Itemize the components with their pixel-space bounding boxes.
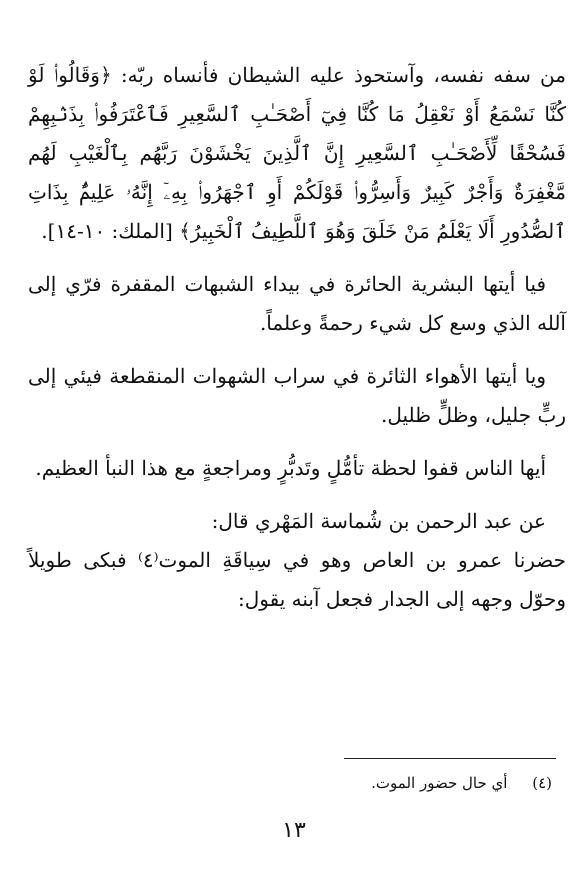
page-number: ١٣ — [282, 818, 306, 843]
paragraph-quran-verse: من سفه نفسه، وآستحوذ عليه الشيطان فأنساه ربّه: ﴿وَقَالُوا۟ لَوْ كُنَّا نَسْمَعُ أَوْ نَعْقِلُ مَا كُنَّا فِيٓ أَصْحَـٰبِ ٱلسَّعِيرِ فَٱعْتَرَفُوا۟ بِذَنۢبِهِمْ فَسُحْقًا لِّأَصْحَـٰبِ ٱلسَّعِيرِ إِنَّ ٱلَّذِينَ يَخْشَوْنَ رَبَّهُم بِٱلْغَيْبِ لَهُم مَّغْفِرَةٌ وَأَجْرٌ كَبِيرٌ وَأَسِرُّوا۟ قَوْلَكُمْ أَوِ ٱجْهَرُوا۟ بِهِۦٓ إِنَّهُۥ عَلِيمٌۢ بِذَاتِ ٱلصُّدُورِ أَلَا يَعْلَمُ مَنْ خَلَقَ وَهُوَ ٱللَّطِيفُ ٱلْخَبِيرُ﴾ [الملك: ١٠-١٤]. — [28, 63, 566, 243]
paragraph-people-call: أيها الناس قفوا لحظة تأمُّلٍ وتَدبُّرٍ ومراجعةٍ مع هذا النبأ العظيم. — [35, 456, 546, 480]
footnote-number: (٤) — [532, 774, 552, 792]
paragraph-humanity-call: فيا أيتها البشرية الحائرة في بيداء الشبهات المقفرة فرّي إلى آلله الذي وسع كل شيء رحمةً وعلماً. — [28, 272, 566, 335]
footnote-separator — [344, 758, 556, 759]
footnote — [132, 772, 552, 794]
paragraph-narration-intro: عن عبد الرحمن بن شُماسة المَهْري قال: — [211, 509, 546, 533]
main-text — [28, 56, 566, 619]
paragraph-narration: حضرنا عمرو بن العاص وهو في سِياقَةِ الموت⁽٤⁾ فبكى طويلاً وحوّل وجهه إلى الجدار فجعل آبنه يقول: — [28, 548, 567, 611]
paragraph-desires-call: ويا أيتها الأهواء الثائرة في سراب الشهوات المنقطعة فيئي إلى ربٍّ جليل، وظلٍّ ظليل. — [28, 364, 566, 427]
footnote-text: أي حال حضور الموت. — [371, 774, 508, 792]
